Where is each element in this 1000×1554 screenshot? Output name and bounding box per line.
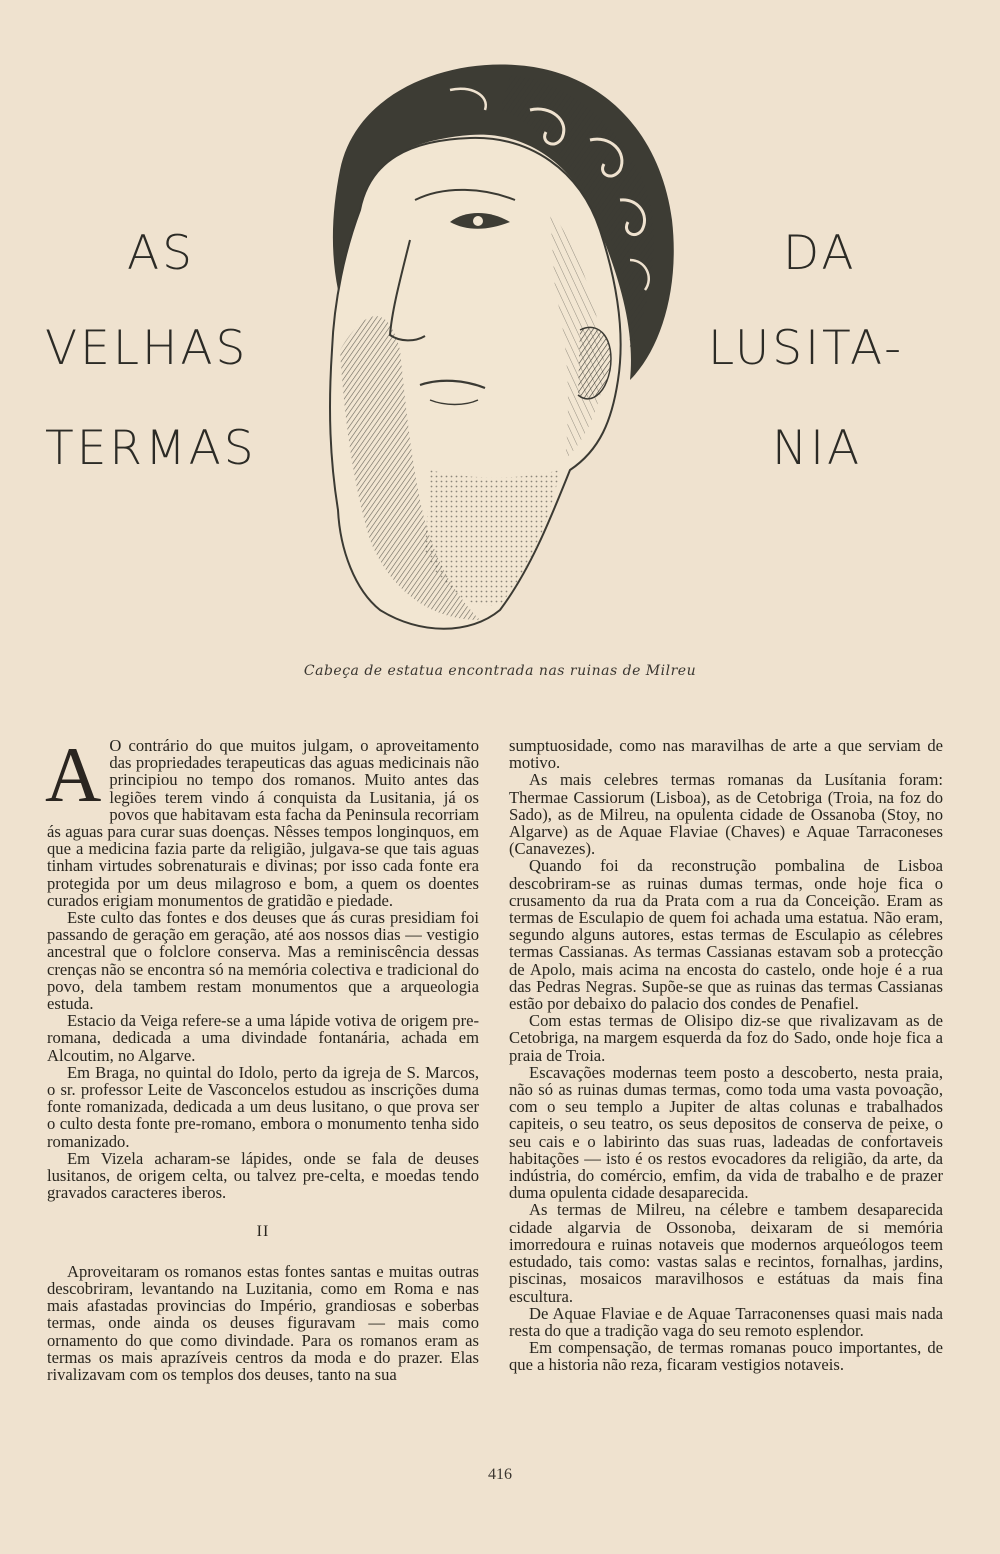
article-paragraph: Este culto das fontes e dos deuses que ás curas presidiam foi passando de geração em geração, até aos nossos dias — vestigio ancestral que o folclore conserva. Mas a reminiscência dessas crenças não se encontra só na memória colectiva e tradicional do povo, dela tambem restam monumentos que a arqueologia estuda. <box>47 908 479 1014</box>
article-paragraph: Em Braga, no quintal do Idolo, perto da igreja de S. Marcos, o sr. professor Leite de Vasconcelos estudou as inscrições duma fonte romanizada, dedicada a um deus lusitano, o que prova ser o culto desta fonte pre-romano, embora o monumento tenha sido romanizado. <box>47 1062 479 1151</box>
title-word-da: DA <box>783 226 857 281</box>
article-column-left <box>45 731 479 1384</box>
drop-cap: A <box>45 731 102 818</box>
article-paragraph: Aproveitaram os romanos estas fontes santas e muitas outras descobriram, levantando na Luzitania, como em Roma e nas mais afastadas provincias do Império, grandiosas e soberbas termas, onde ainda os deuses figuravam — mais como ornamento do que como divindade. Para os romanos eram as termas os mais aprazíveis centros da moda e do prazer. Elas rivalizavam com os templos dos deuses, tanto na sua <box>47 1261 479 1384</box>
page-number: 416 <box>488 1466 512 1483</box>
title-word-as: AS <box>127 226 195 281</box>
article-column-right <box>509 737 943 1374</box>
statue-head-illustration <box>300 50 700 640</box>
section-number: II <box>256 1223 270 1241</box>
article-paragraph: Estacio da Veiga refere-se a uma lápide votiva de origem pre-romana, dedicada a uma divindade fontanária, achada em Alcoutim, no Algarve. <box>47 1011 479 1065</box>
title-word-lusita: LUSITA- <box>708 321 905 376</box>
article-paragraph: Em Vizela acharam-se lápides, onde se fala de deuses lusitanos, de origem celta, ou talvez pre-celta, e moedas tendo gravados caracteres iberos. <box>47 1148 479 1203</box>
article-paragraph: As mais celebres termas romanas da Lusítania foram: Thermae Cassiorum (Lisboa), as de Cetobriga (Troia, na foz do Sado), as de Milreu, na opulenta cidade de Ossanoba (Stoy, no Algarve) as de Aquae Flaviae (Chaves) e Aquae Tarraconeses (Canavezes). <box>509 770 943 859</box>
article-paragraph: De Aquae Flaviae e de Aquae Tarraconenses quasi mais nada resta do que a tradição vaga do seu remoto esplendor. <box>509 1303 943 1340</box>
title-word-velhas: VELHAS <box>45 321 249 376</box>
article-paragraph: Quando foi da reconstrução pombalina de Lisboa descobriram-se as ruinas dumas termas, onde hoje fica o crusamento da rua da Prata com a rua da Conceição. Eram as termas de Esculapio de quem foi achada uma estatua. Não eram, segundo alguns autores, estas termas de Esculapio as célebres termas Cassianas. As termas Cassianas estavam sob a protecção de Apolo, mais acima na encosta do castelo, onde hoje é a rua das Pedras Negras. Supõe-se que as ruinas das termas Cassianas estão por debaixo do palacio dos condes de Penafiel. <box>509 856 943 1014</box>
article-paragraph <box>45 731 479 910</box>
title-word-termas: TERMAS <box>45 421 257 476</box>
article-paragraph: sumptuosidade, como nas maravilhas de arte a que serviam de motivo. <box>509 736 943 773</box>
illustration-caption: Cabeça de estatua encontrada nas ruinas de Milreu <box>303 663 697 679</box>
article-paragraph: Com estas termas de Olisipo diz-se que rivalizavam as de Cetobriga, na margem esquerda da foz do Sado, onde hoje fica a praia de Troia. <box>509 1011 943 1065</box>
paragraph-text: O contrário do que muitos julgam, o aproveitamento das propriedades terapeuticas das aguas medicinais não principiou no tempo dos romanos. Muito antes das legiões terem vindo á conquista da Lusitania, já os povos que habitavam esta facha da Peninsula recorriam ás aguas para curar suas doenças. Nêsses tempos longinquos, em que a medicina fazia parte da religião, julgava-se que tais aguas tinham virtudes sobrenaturais e divinas; por isso cada fonte era protegida por um deus milagroso e bom, a quem os doentes curados erigiam monumentos de gratidão e piedade. <box>47 736 479 910</box>
article-paragraph: Em compensação, de termas romanas pouco importantes, de que a historia não reza, ficaram vestigios notaveis. <box>509 1338 943 1375</box>
article-paragraph: As termas de Milreu, na célebre e tambem desaparecida cidade algarvia de Ossonoba, deixaram de si memória imorredoura e ruinas notaveis que modernos arqueólogos teem estudado, tais como: vastas salas e recintos, fornalhas, jardins, piscinas, mosaicos maravilhosos e estátuas da mais fina escultura. <box>509 1200 943 1306</box>
article-paragraph: Escavações modernas teem posto a descoberto, nesta praia, não só as ruinas dumas termas, como toda uma vasta povoação, com o seu templo a Jupiter de altas colunas e trabalhados capiteis, o seu teatro, os seus depositos de conserva de peixe, o seu cais e o labirinto das suas ruas, ladeadas de confortaveis habitações — isto é os restos evocadores da religião, da arte, da indústria, do comércio, emfim, da vida de trabalho e de prazer duma opulenta cidade desaparecida. <box>509 1062 943 1203</box>
title-word-nia: NIA <box>772 421 863 476</box>
